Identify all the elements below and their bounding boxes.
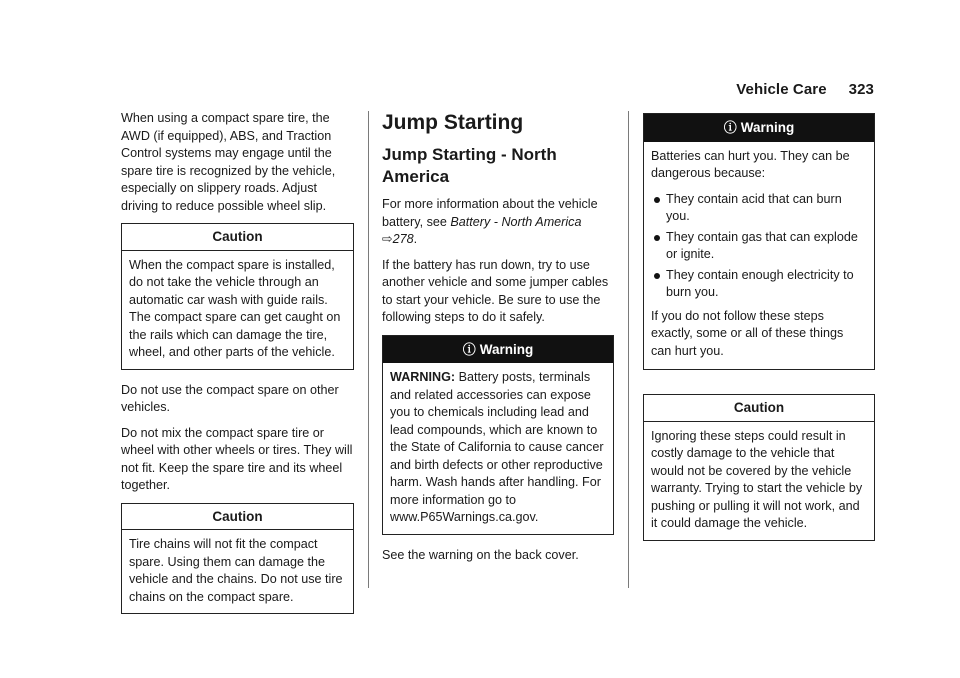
column-divider-1 xyxy=(368,111,369,588)
caution-title: Caution xyxy=(644,395,874,422)
column-divider-2 xyxy=(628,111,629,588)
running-header xyxy=(736,81,874,98)
column-middle xyxy=(382,110,614,572)
list-item: They contain acid that can burn you. xyxy=(651,191,867,226)
warning-lead: WARNING: xyxy=(390,370,456,384)
paragraph-other-vehicles: Do not use the compact spare on other vehicles. xyxy=(121,382,339,414)
warning-outro: If you do not follow these steps exactly, some or all of these things can hurt you. xyxy=(651,308,844,358)
battery-link[interactable]: Battery - North America xyxy=(450,214,582,229)
reference-prefix: For more information about the vehicle battery, see xyxy=(382,197,598,229)
caution-body: When the compact spare is installed, do not take the vehicle through an automatic car wash with guide rails. The compact spare can get caught on the rails which can damage the tire, wheel, and other parts of the vehicle. xyxy=(129,257,341,359)
paragraph-battery-reference xyxy=(382,196,614,249)
warning-text: Battery posts, terminals and related accessories can expose you to chemicals including lead and lead compounds, which are known to the State of California to cause cancer and birth defects or other reproductive harm. Wash hands after handling. For more information go to www.P65Warnings.ca.gov. xyxy=(390,370,604,524)
subheading-north-america: Jump Starting - North America xyxy=(382,145,557,186)
page-ref-icon: ⇨ xyxy=(382,232,393,246)
column-left xyxy=(121,110,354,626)
list-item: They contain enough electricity to burn you. xyxy=(651,267,867,302)
warning-title: Warning xyxy=(479,341,534,357)
page-ref-number[interactable]: 278 xyxy=(392,232,414,246)
caution-body: Ignoring these steps could result in costly damage to the vehicle that would not be covered by the vehicle warranty. Trying to start the vehicle by pushing or pulling it will not work, and it could damage the vehicle. xyxy=(651,428,863,530)
warning-header xyxy=(383,336,613,364)
caution-body: Tire chains will not fit the compact spare. Using them can damage the vehicle and the chains. Do not use tire chains on the compact spare. xyxy=(129,537,343,604)
warning-icon: ⓘ xyxy=(723,120,737,135)
warning-body xyxy=(383,363,613,534)
warning-intro: Batteries can hurt you. They can be dangerous because: xyxy=(651,148,850,180)
caution-box-tire-chains xyxy=(121,503,354,615)
paragraph-run-down: If the battery has run down, try to use another vehicle and some jumper cables to start your vehicle. Be sure to use the following steps to do it safely. xyxy=(382,257,609,324)
warning-title: Warning xyxy=(740,120,795,135)
section-title: Vehicle Care xyxy=(736,81,827,98)
paragraph-back-cover: See the warning on the back cover. xyxy=(382,547,579,562)
spare-tire-intro: When using a compact spare tire, the AWD (if equipped), ABS, and Traction Control systems may engage until the spare tire is recognized by the vehicle, especially on slippery roads. Adjust driving to reduce possible wheel slip. xyxy=(121,111,336,213)
caution-box-car-wash xyxy=(121,223,354,370)
reference-end: . xyxy=(413,232,418,246)
warning-body xyxy=(644,142,874,370)
paragraph-mix-tires: Do not mix the compact spare tire or wheel with other wheels or tires. They will not fit. Keep the spare tire and its wheel together. xyxy=(121,425,353,492)
caution-title: Caution xyxy=(122,224,353,251)
warning-header xyxy=(644,114,874,142)
warning-box-prop65 xyxy=(382,335,614,535)
caution-box-jump-start xyxy=(643,394,875,541)
list-item: They contain gas that can explode or ignite. xyxy=(651,229,867,264)
caution-title: Caution xyxy=(122,504,353,531)
page-number: 323 xyxy=(848,81,874,98)
hazard-list xyxy=(651,191,867,302)
warning-icon: ⓘ xyxy=(462,341,476,357)
column-right xyxy=(643,113,875,553)
warning-box-battery-hazard xyxy=(643,113,875,370)
heading-jump-starting: Jump Starting xyxy=(382,111,524,134)
